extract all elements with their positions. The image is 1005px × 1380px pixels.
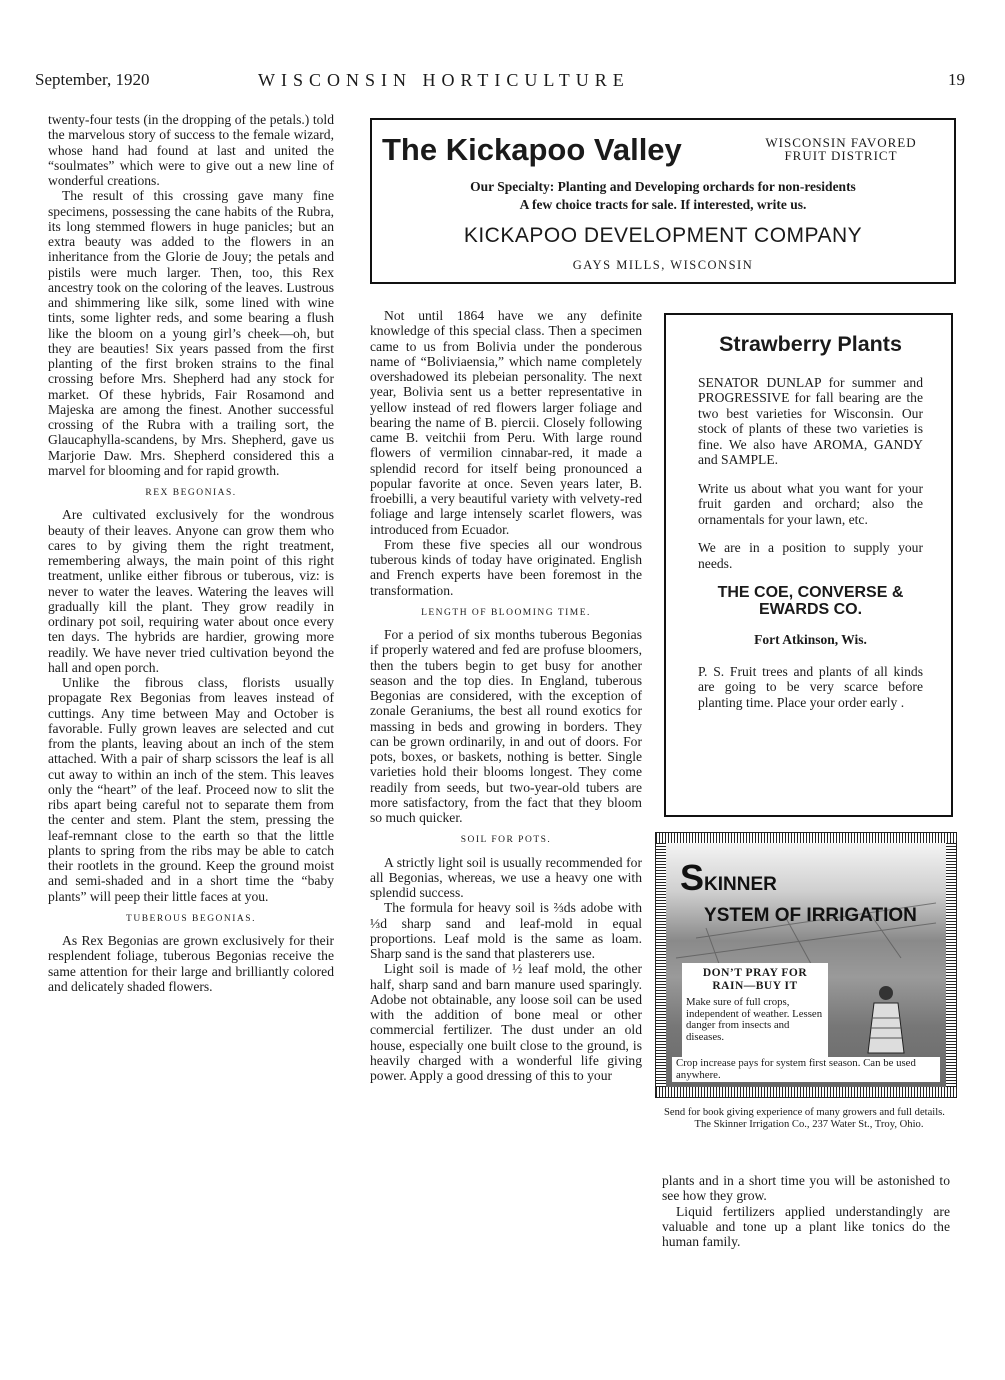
slogan-line: DON’T PRAY FOR (702, 967, 808, 979)
specialty-line: Our Specialty: Planting and Developing orchards for non-residents (470, 179, 856, 194)
journal-title: WISCONSIN HORTICULTURE (258, 70, 630, 90)
ad-paragraph: We are in a position to supply your needs. (698, 540, 923, 571)
article-column-1 (48, 112, 334, 994)
title-line-2: YSTEM OF IRRIGATION (704, 905, 917, 926)
section-heading-tuberous: TUBEROUS BEGONIAS. (126, 913, 256, 924)
skinner-advertisement (655, 832, 957, 1098)
note-line: The Skinner Irrigation Co., 237 Water St., Troy, Ohio. (694, 1118, 924, 1130)
ad-location: Fort Atkinson, Wis. (754, 632, 867, 647)
kickapoo-advertisement (370, 118, 956, 284)
paragraph: From these five species all our wondrous tuberous kinds of today have originated. English and French experts have been foremost in the transformation. (370, 536, 642, 598)
ad-footer: Crop increase pays for system first season. Can be used anywhere. (672, 1057, 940, 1082)
article-column-3 (662, 1173, 950, 1249)
section-heading-blooming: LENGTH OF BLOOMING TIME. (421, 607, 591, 618)
ad-title (680, 857, 917, 926)
title-line-1: KINNER (704, 874, 777, 895)
paragraph: The formula for heavy soil is ⅔ds adobe with ⅓d sharp sand and leaf-mold in equal proportions. Leaf mold is the same as loam. Sharp sand is the sand that plasterers use. (370, 900, 642, 961)
note-line: Send for book giving experience of many growers and full details. (664, 1107, 945, 1118)
ad-company: THE COE, CONVERSE & EWARDS CO. (717, 584, 904, 618)
specialty-line: A few choice tracts for sale. If interested, write us. (519, 197, 807, 212)
ad-town: GAYS MILLS, WISCONSIN (572, 258, 754, 272)
figure-illustration (864, 983, 908, 1055)
article-column-2 (370, 308, 642, 1083)
paragraph: Not until 1864 have we any definite knowledge of this special class. Then a specimen came to us from Bolivia under the ponderous name of “Boliviaensia,” which name completely overshadowed its plebeian personality. The next year, Bolivia sent us a better representative in yellow instead of red flowers larger foliage and bearing the name of B. piercii. Closely following came B. veitchii from Peru. With large round flowers of vermilion cinnabar-red, it made a splendid record for itself being pronounced a popular favorite at once. Seven years later, B. froebilli, a very beautiful variety with velvety-red foliage and large intensely scarlet flowers, was introduced from Ecuador. (370, 308, 642, 537)
running-date: September, 1920 (35, 70, 150, 89)
paragraph: Unlike the fibrous class, florists usually propagate Rex Begonias from leaves instead of cuttings. Any time between May and October is favorable. Fully grown leaves are selected and cut from the plants, leaving about an inch of the stem attached. With a pair of sharp scissors the leaf is all cut away to within an inch of the stem. This leaves only the “heart” of the leaf. Proceed now to slit the ribs apart being careful not to separate them from the center and stem. Plant the stem, pressing the leaf-remnant close to the earth so that the little plants to spring from the ribs may be able to catch their rootlets in the ground. Keep the ground moist and semi-shaded and in a short time the “baby plants” will peep their little faces at you. (48, 675, 334, 904)
ad-company: KICKAPOO DEVELOPMENT COMPANY (463, 224, 863, 247)
section-heading-soil: SOIL FOR POTS. (460, 835, 552, 846)
paragraph: The result of this crossing gave many fine specimens, possessing the cane habits of the Rubra, its long stemmed flowers in huge panicles; but an extra beauty was added to the flowers in an inheritance from the Glorie de Jouy; the petals and pistils were much larger. Then, too, this Rex ancestry took on the coloring of the leaves. Lustrous and shimmering like silk, some lined with wine tints, some lighter reds, and some bearing a flush like the bloom on a young girl’s cheek—oh, but they are beauties! Six years passed from the first planting of the first broken strains to the final crossing before Mrs. Shepherd had any stock for market. Of these hybrids, Fair Rosamond and Majeska are among the finest. Another successful crossing of the Rubra with a trailing sort, the Glaucaphylla-scandens, by Mrs. Shepherd, gave us Marjorie Daw. Mrs. Shepherd considered this a marvel for blooming and for rapid growth. (48, 188, 334, 478)
ad-title: The Kickapoo Valley (382, 132, 682, 167)
paragraph: A strictly light soil is usually recommended for all Begonias, whereas, we use a heavy one with splendid success. (370, 854, 642, 900)
page-number: 19 (948, 70, 965, 89)
paragraph: As Rex Begonias are grown exclusively for their resplendent foliage, tuberous Begonias receive the same attention for their large and brilliantly colored and delicately shaded flowers. (48, 933, 334, 994)
ad-postscript: P. S. Fruit trees and plants of all kinds are going to be very scarce before planting time. Place your order early . (698, 663, 923, 710)
ad-specialty (372, 178, 954, 214)
border-ruler (656, 843, 666, 1087)
slogan-heading (686, 967, 824, 993)
slogan-text: Make sure of full crops, independent of weather. Lessen danger from insects and diseases. (686, 996, 823, 1043)
title-initial: S (680, 857, 705, 898)
paragraph: Are cultivated exclusively for the wondrous beauty of their leaves. Anyone can grow them who cares to by giving them the right treatment, remembering always, the main point of this right treatment, unlike either fibrous or tuberous, viz: is never to water the leaves. Watering the leaves will gradually kill the plant. They grow readily in ordinary pot soil, requiring water about once every ten days. The hybrids are hardier, growing more readily. We have never tried cultivation beyond the hall and open porch. (48, 507, 334, 675)
strawberry-advertisement (664, 313, 953, 817)
ad-paragraph: Write us about what you want for your fruit garden and orchard; also the ornamentals for your lawn, etc. (698, 480, 923, 527)
paragraph: Light soil is made of ½ leaf mold, the other half, sharp sand and barn manure used sparingly. Adobe not obtainable, any loose soil can be used with the addition of bone meal or other commercial fertilizer. The dust under an old house, especially one built close to the ground, is heavily charged with a wonderful life giving power. Apply a good dressing of this to your (370, 961, 642, 1083)
skinner-note (664, 1107, 954, 1130)
slogan-line: RAIN—BUY IT (712, 980, 798, 992)
paragraph: Liquid fertilizers applied understandingly are valuable and tone up a plant like tonics do the human family. (662, 1203, 950, 1249)
irrigation-photo (666, 843, 946, 1087)
border-ruler (656, 833, 956, 843)
tagline-line: WISCONSIN FAVORED (765, 135, 917, 150)
paragraph: twenty-four tests (in the dropping of the petals.) told the marvelous story of success to the female wizard, whose hand had found at last and united the “soulmates” which were to give out a new line of wonderful creations. (48, 112, 334, 188)
ad-tagline (738, 136, 944, 162)
paragraph: For a period of six months tuberous Begonias if properly watered and fed are profuse bloomers, then the tubers begin to get busy for another season and the top dies. In England, tuberous Begonias are considered, with the exception of zonale Geraniums, the best all round exotics for massing in beds and growing in borders. They can be grown ordinarily, in and out of doors. For pots, boxes, or baskets, nothing is better. Single varieties hold their blooms longest. They come readily from seeds, but two-year-old tubers are more satisfactory, from the fact that they bloom so much quicker. (370, 627, 642, 825)
paragraph: plants and in a short time you will be astonished to see how they grow. (662, 1173, 950, 1204)
tagline-line: FRUIT DISTRICT (784, 148, 898, 163)
section-heading-rex: REX BEGONIAS. (145, 488, 237, 498)
ad-title: Strawberry Plants (719, 332, 902, 356)
ad-paragraph: SENATOR DUNLAP for summer and PROGRESSIVE for fall bearing are the two best varieties for Wisconsin. Our stock of plants of these two varieties is fine. We also have AROMA, GANDY and SAMPLE. (698, 374, 923, 467)
